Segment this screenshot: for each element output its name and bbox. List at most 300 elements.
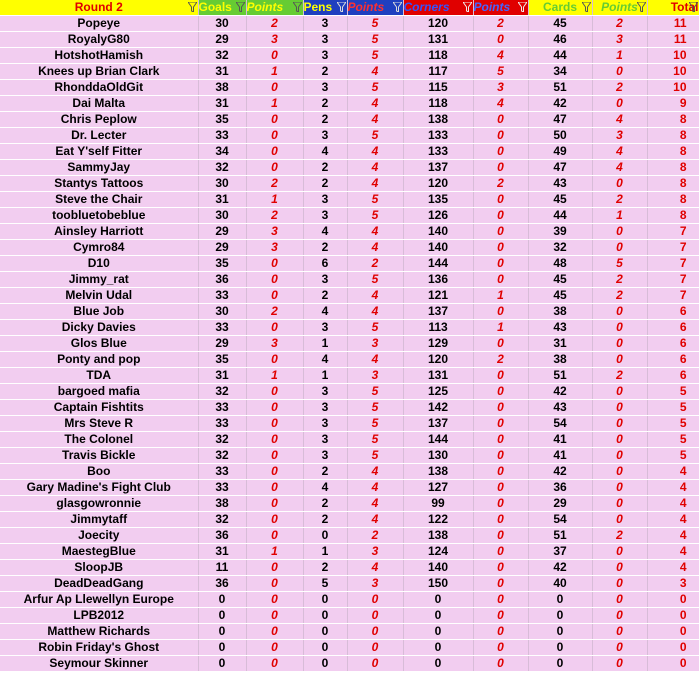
pens-cell[interactable]: 2 [303, 96, 347, 112]
pens-cell[interactable]: 2 [303, 176, 347, 192]
cards-cell[interactable]: 51 [528, 368, 592, 384]
corners-cell[interactable]: 131 [403, 32, 473, 48]
pen-points-cell[interactable]: 0 [347, 592, 403, 608]
cards-cell[interactable]: 32 [528, 240, 592, 256]
goal-points-cell[interactable]: 2 [246, 176, 303, 192]
cards-cell[interactable]: 0 [528, 640, 592, 656]
goals-cell[interactable]: 0 [198, 656, 246, 672]
corners-cell[interactable]: 137 [403, 416, 473, 432]
total-cell[interactable]: 0 [647, 608, 699, 624]
corner-points-cell[interactable]: 0 [473, 448, 528, 464]
corner-points-cell[interactable]: 0 [473, 640, 528, 656]
card-points-cell[interactable]: 0 [592, 592, 647, 608]
pen-points-cell[interactable]: 4 [347, 112, 403, 128]
corners-cell[interactable]: 129 [403, 336, 473, 352]
pen-points-cell[interactable]: 4 [347, 512, 403, 528]
corners-cell[interactable]: 140 [403, 224, 473, 240]
filter-dropdown-icon[interactable] [236, 2, 245, 12]
card-points-cell[interactable]: 0 [592, 464, 647, 480]
cards-cell[interactable]: 54 [528, 416, 592, 432]
goal-points-cell[interactable]: 3 [246, 32, 303, 48]
goal-points-cell[interactable]: 3 [246, 240, 303, 256]
card-points-cell[interactable]: 2 [592, 528, 647, 544]
pen-points-cell[interactable]: 5 [347, 416, 403, 432]
goal-points-cell[interactable]: 0 [246, 512, 303, 528]
pen-points-cell[interactable]: 4 [347, 160, 403, 176]
pens-cell[interactable]: 5 [303, 576, 347, 592]
card-points-cell[interactable]: 2 [592, 272, 647, 288]
corner-points-cell[interactable]: 0 [473, 384, 528, 400]
card-points-cell[interactable]: 0 [592, 96, 647, 112]
pen-points-cell[interactable]: 4 [347, 496, 403, 512]
pen-points-cell[interactable]: 5 [347, 384, 403, 400]
pen-points-cell[interactable]: 2 [347, 528, 403, 544]
goal-points-cell[interactable]: 2 [246, 208, 303, 224]
goal-points-cell[interactable]: 0 [246, 384, 303, 400]
pens-cell[interactable]: 2 [303, 160, 347, 176]
corners-cell[interactable]: 124 [403, 544, 473, 560]
pen-points-cell[interactable]: 5 [347, 320, 403, 336]
pens-cell[interactable]: 2 [303, 288, 347, 304]
corners-cell[interactable]: 126 [403, 208, 473, 224]
total-cell[interactable]: 8 [647, 112, 699, 128]
corners-cell[interactable]: 140 [403, 560, 473, 576]
team-name-cell[interactable]: Matthew Richards [0, 624, 198, 640]
goals-cell[interactable]: 29 [198, 336, 246, 352]
corners-cell[interactable]: 115 [403, 80, 473, 96]
goals-cell[interactable]: 32 [198, 448, 246, 464]
pen-points-cell[interactable]: 5 [347, 432, 403, 448]
team-name-cell[interactable]: Stantys Tattoos [0, 176, 198, 192]
team-name-cell[interactable]: DeadDeadGang [0, 576, 198, 592]
card-points-cell[interactable]: 5 [592, 256, 647, 272]
corners-cell[interactable]: 135 [403, 192, 473, 208]
team-name-cell[interactable]: SloopJB [0, 560, 198, 576]
total-cell[interactable]: 4 [647, 560, 699, 576]
corners-cell[interactable]: 118 [403, 48, 473, 64]
pens-cell[interactable]: 3 [303, 400, 347, 416]
card-points-cell[interactable]: 0 [592, 416, 647, 432]
corner-points-cell[interactable]: 0 [473, 272, 528, 288]
team-name-cell[interactable]: TDA [0, 368, 198, 384]
total-cell[interactable]: 4 [647, 480, 699, 496]
team-name-cell[interactable]: Steve the Chair [0, 192, 198, 208]
card-points-cell[interactable]: 0 [592, 544, 647, 560]
cards-cell[interactable]: 42 [528, 384, 592, 400]
header-round[interactable] [0, 0, 198, 16]
cards-cell[interactable]: 46 [528, 32, 592, 48]
pens-cell[interactable]: 3 [303, 416, 347, 432]
total-cell[interactable]: 8 [647, 128, 699, 144]
corner-points-cell[interactable]: 0 [473, 528, 528, 544]
team-name-cell[interactable]: Travis Bickle [0, 448, 198, 464]
goal-points-cell[interactable]: 0 [246, 144, 303, 160]
pen-points-cell[interactable]: 5 [347, 128, 403, 144]
corners-cell[interactable]: 120 [403, 176, 473, 192]
corners-cell[interactable]: 144 [403, 432, 473, 448]
corners-cell[interactable]: 121 [403, 288, 473, 304]
corner-points-cell[interactable]: 0 [473, 128, 528, 144]
goal-points-cell[interactable]: 0 [246, 288, 303, 304]
team-name-cell[interactable]: Jimmy_rat [0, 272, 198, 288]
card-points-cell[interactable]: 0 [592, 176, 647, 192]
team-name-cell[interactable]: Knees up Brian Clark [0, 64, 198, 80]
team-name-cell[interactable]: MaestegBlue [0, 544, 198, 560]
card-points-cell[interactable]: 2 [592, 16, 647, 32]
cards-cell[interactable]: 51 [528, 528, 592, 544]
card-points-cell[interactable]: 0 [592, 560, 647, 576]
total-cell[interactable]: 10 [647, 80, 699, 96]
goal-points-cell[interactable]: 3 [246, 336, 303, 352]
corners-cell[interactable]: 150 [403, 576, 473, 592]
total-cell[interactable]: 7 [647, 288, 699, 304]
cards-cell[interactable]: 54 [528, 512, 592, 528]
total-cell[interactable]: 9 [647, 96, 699, 112]
pens-cell[interactable]: 3 [303, 192, 347, 208]
goals-cell[interactable]: 36 [198, 272, 246, 288]
cards-cell[interactable]: 50 [528, 128, 592, 144]
pen-points-cell[interactable]: 3 [347, 368, 403, 384]
team-name-cell[interactable]: Jimmytaff [0, 512, 198, 528]
goal-points-cell[interactable]: 0 [246, 128, 303, 144]
corner-points-cell[interactable]: 1 [473, 288, 528, 304]
cards-cell[interactable]: 0 [528, 608, 592, 624]
pen-points-cell[interactable]: 4 [347, 464, 403, 480]
goal-points-cell[interactable]: 0 [246, 400, 303, 416]
pen-points-cell[interactable]: 5 [347, 32, 403, 48]
goals-cell[interactable]: 33 [198, 480, 246, 496]
pens-cell[interactable]: 2 [303, 512, 347, 528]
team-name-cell[interactable]: Dr. Lecter [0, 128, 198, 144]
team-name-cell[interactable]: Robin Friday's Ghost [0, 640, 198, 656]
cards-cell[interactable]: 0 [528, 592, 592, 608]
pens-cell[interactable]: 3 [303, 272, 347, 288]
goals-cell[interactable]: 30 [198, 16, 246, 32]
goals-cell[interactable]: 33 [198, 400, 246, 416]
pen-points-cell[interactable]: 0 [347, 624, 403, 640]
total-cell[interactable]: 7 [647, 240, 699, 256]
goal-points-cell[interactable]: 0 [246, 528, 303, 544]
total-cell[interactable]: 4 [647, 464, 699, 480]
cards-cell[interactable]: 45 [528, 272, 592, 288]
corner-points-cell[interactable]: 0 [473, 624, 528, 640]
corners-cell[interactable]: 99 [403, 496, 473, 512]
pens-cell[interactable]: 3 [303, 320, 347, 336]
team-name-cell[interactable]: HotshotHamish [0, 48, 198, 64]
corners-cell[interactable]: 130 [403, 448, 473, 464]
card-points-cell[interactable]: 0 [592, 608, 647, 624]
corners-cell[interactable]: 142 [403, 400, 473, 416]
cards-cell[interactable]: 48 [528, 256, 592, 272]
pen-points-cell[interactable]: 5 [347, 272, 403, 288]
filter-dropdown-icon[interactable] [637, 2, 646, 12]
card-points-cell[interactable]: 0 [592, 336, 647, 352]
goal-points-cell[interactable]: 0 [246, 272, 303, 288]
team-name-cell[interactable]: Dicky Davies [0, 320, 198, 336]
pen-points-cell[interactable]: 4 [347, 352, 403, 368]
goal-points-cell[interactable]: 0 [246, 656, 303, 672]
card-points-cell[interactable]: 4 [592, 112, 647, 128]
pen-points-cell[interactable]: 3 [347, 544, 403, 560]
pen-points-cell[interactable]: 3 [347, 336, 403, 352]
card-points-cell[interactable]: 0 [592, 320, 647, 336]
cards-cell[interactable]: 41 [528, 448, 592, 464]
cards-cell[interactable]: 43 [528, 320, 592, 336]
goals-cell[interactable]: 29 [198, 32, 246, 48]
corners-cell[interactable]: 127 [403, 480, 473, 496]
goal-points-cell[interactable]: 3 [246, 224, 303, 240]
goals-cell[interactable]: 30 [198, 176, 246, 192]
total-cell[interactable]: 0 [647, 624, 699, 640]
cards-cell[interactable]: 42 [528, 560, 592, 576]
total-cell[interactable]: 6 [647, 352, 699, 368]
total-cell[interactable]: 5 [647, 432, 699, 448]
corners-cell[interactable]: 131 [403, 368, 473, 384]
goals-cell[interactable]: 34 [198, 144, 246, 160]
card-points-cell[interactable]: 0 [592, 240, 647, 256]
team-name-cell[interactable]: Cymro84 [0, 240, 198, 256]
total-cell[interactable]: 8 [647, 160, 699, 176]
total-cell[interactable]: 10 [647, 48, 699, 64]
goals-cell[interactable]: 33 [198, 288, 246, 304]
card-points-cell[interactable]: 4 [592, 144, 647, 160]
goals-cell[interactable]: 30 [198, 304, 246, 320]
header-total[interactable] [647, 0, 699, 16]
corners-cell[interactable]: 138 [403, 112, 473, 128]
goals-cell[interactable]: 38 [198, 496, 246, 512]
team-name-cell[interactable]: Joecity [0, 528, 198, 544]
card-points-cell[interactable]: 0 [592, 432, 647, 448]
corner-points-cell[interactable]: 0 [473, 544, 528, 560]
goals-cell[interactable]: 32 [198, 384, 246, 400]
corners-cell[interactable]: 136 [403, 272, 473, 288]
team-name-cell[interactable]: The Colonel [0, 432, 198, 448]
goal-points-cell[interactable]: 0 [246, 640, 303, 656]
corner-points-cell[interactable]: 0 [473, 480, 528, 496]
team-name-cell[interactable]: Chris Peplow [0, 112, 198, 128]
goals-cell[interactable]: 35 [198, 256, 246, 272]
pens-cell[interactable]: 0 [303, 640, 347, 656]
filter-dropdown-icon[interactable] [689, 2, 698, 12]
pen-points-cell[interactable]: 5 [347, 16, 403, 32]
cards-cell[interactable]: 51 [528, 80, 592, 96]
pen-points-cell[interactable]: 5 [347, 400, 403, 416]
total-cell[interactable]: 3 [647, 576, 699, 592]
team-name-cell[interactable]: SammyJay [0, 160, 198, 176]
cards-cell[interactable]: 38 [528, 352, 592, 368]
goals-cell[interactable]: 29 [198, 240, 246, 256]
goal-points-cell[interactable]: 0 [246, 560, 303, 576]
card-points-cell[interactable]: 0 [592, 656, 647, 672]
goal-points-cell[interactable]: 1 [246, 96, 303, 112]
cards-cell[interactable]: 41 [528, 432, 592, 448]
cards-cell[interactable]: 47 [528, 160, 592, 176]
goals-cell[interactable]: 36 [198, 576, 246, 592]
goal-points-cell[interactable]: 0 [246, 112, 303, 128]
goal-points-cell[interactable]: 1 [246, 368, 303, 384]
corner-points-cell[interactable]: 0 [473, 464, 528, 480]
cards-cell[interactable]: 31 [528, 336, 592, 352]
pens-cell[interactable]: 4 [303, 144, 347, 160]
pens-cell[interactable]: 3 [303, 48, 347, 64]
pen-points-cell[interactable]: 4 [347, 480, 403, 496]
corner-points-cell[interactable]: 0 [473, 256, 528, 272]
corner-points-cell[interactable]: 3 [473, 80, 528, 96]
total-cell[interactable]: 7 [647, 256, 699, 272]
total-cell[interactable]: 6 [647, 304, 699, 320]
header-pen-points[interactable] [347, 0, 403, 16]
goals-cell[interactable]: 31 [198, 368, 246, 384]
cards-cell[interactable]: 45 [528, 192, 592, 208]
filter-dropdown-icon[interactable] [188, 2, 197, 12]
corner-points-cell[interactable]: 0 [473, 160, 528, 176]
team-name-cell[interactable]: Gary Madine's Fight Club [0, 480, 198, 496]
corner-points-cell[interactable]: 2 [473, 16, 528, 32]
card-points-cell[interactable]: 0 [592, 624, 647, 640]
team-name-cell[interactable]: RoyalyG80 [0, 32, 198, 48]
pens-cell[interactable]: 3 [303, 32, 347, 48]
pens-cell[interactable]: 2 [303, 112, 347, 128]
pens-cell[interactable]: 6 [303, 256, 347, 272]
total-cell[interactable]: 5 [647, 384, 699, 400]
corners-cell[interactable]: 144 [403, 256, 473, 272]
total-cell[interactable]: 0 [647, 656, 699, 672]
team-name-cell[interactable]: LPB2012 [0, 608, 198, 624]
total-cell[interactable]: 8 [647, 208, 699, 224]
card-points-cell[interactable]: 1 [592, 208, 647, 224]
team-name-cell[interactable]: Eat Y'self Fitter [0, 144, 198, 160]
corners-cell[interactable]: 125 [403, 384, 473, 400]
corners-cell[interactable]: 118 [403, 96, 473, 112]
corner-points-cell[interactable]: 1 [473, 320, 528, 336]
cards-cell[interactable]: 34 [528, 64, 592, 80]
pen-points-cell[interactable]: 4 [347, 176, 403, 192]
corner-points-cell[interactable]: 0 [473, 560, 528, 576]
corners-cell[interactable]: 113 [403, 320, 473, 336]
total-cell[interactable]: 4 [647, 512, 699, 528]
corners-cell[interactable]: 137 [403, 304, 473, 320]
filter-dropdown-icon[interactable] [518, 2, 527, 12]
corners-cell[interactable]: 122 [403, 512, 473, 528]
corner-points-cell[interactable]: 0 [473, 512, 528, 528]
goal-points-cell[interactable]: 1 [246, 64, 303, 80]
cards-cell[interactable]: 0 [528, 624, 592, 640]
card-points-cell[interactable]: 0 [592, 576, 647, 592]
corner-points-cell[interactable]: 0 [473, 416, 528, 432]
corner-points-cell[interactable]: 5 [473, 64, 528, 80]
cards-cell[interactable]: 45 [528, 16, 592, 32]
pens-cell[interactable]: 2 [303, 496, 347, 512]
goals-cell[interactable]: 0 [198, 640, 246, 656]
goal-points-cell[interactable]: 0 [246, 496, 303, 512]
corners-cell[interactable]: 133 [403, 144, 473, 160]
goals-cell[interactable]: 36 [198, 528, 246, 544]
filter-dropdown-icon[interactable] [582, 2, 591, 12]
corners-cell[interactable]: 138 [403, 528, 473, 544]
goals-cell[interactable]: 30 [198, 208, 246, 224]
cards-cell[interactable]: 44 [528, 208, 592, 224]
corners-cell[interactable]: 0 [403, 624, 473, 640]
goals-cell[interactable]: 38 [198, 80, 246, 96]
corner-points-cell[interactable]: 0 [473, 656, 528, 672]
goal-points-cell[interactable]: 0 [246, 160, 303, 176]
total-cell[interactable]: 11 [647, 32, 699, 48]
goals-cell[interactable]: 0 [198, 608, 246, 624]
cards-cell[interactable]: 0 [528, 656, 592, 672]
total-cell[interactable]: 10 [647, 64, 699, 80]
cards-cell[interactable]: 42 [528, 96, 592, 112]
corners-cell[interactable]: 137 [403, 160, 473, 176]
pen-points-cell[interactable]: 0 [347, 656, 403, 672]
pen-points-cell[interactable]: 4 [347, 144, 403, 160]
goal-points-cell[interactable]: 0 [246, 352, 303, 368]
corners-cell[interactable]: 120 [403, 352, 473, 368]
header-corners[interactable] [403, 0, 473, 16]
pen-points-cell[interactable]: 5 [347, 48, 403, 64]
pens-cell[interactable]: 3 [303, 208, 347, 224]
pens-cell[interactable]: 2 [303, 464, 347, 480]
total-cell[interactable]: 8 [647, 192, 699, 208]
corners-cell[interactable]: 133 [403, 128, 473, 144]
team-name-cell[interactable]: Blue Job [0, 304, 198, 320]
cards-cell[interactable]: 44 [528, 48, 592, 64]
team-name-cell[interactable]: toobluetobeblue [0, 208, 198, 224]
total-cell[interactable]: 4 [647, 544, 699, 560]
goal-points-cell[interactable]: 2 [246, 16, 303, 32]
pens-cell[interactable]: 3 [303, 432, 347, 448]
total-cell[interactable]: 4 [647, 496, 699, 512]
team-name-cell[interactable]: Dai Malta [0, 96, 198, 112]
cards-cell[interactable]: 47 [528, 112, 592, 128]
pens-cell[interactable]: 4 [303, 224, 347, 240]
total-cell[interactable]: 6 [647, 336, 699, 352]
pen-points-cell[interactable]: 0 [347, 608, 403, 624]
corner-points-cell[interactable]: 2 [473, 176, 528, 192]
corners-cell[interactable]: 120 [403, 16, 473, 32]
goals-cell[interactable]: 35 [198, 112, 246, 128]
pen-points-cell[interactable]: 4 [347, 560, 403, 576]
header-goals[interactable] [198, 0, 246, 16]
corners-cell[interactable]: 0 [403, 608, 473, 624]
filter-dropdown-icon[interactable] [293, 2, 302, 12]
card-points-cell[interactable]: 1 [592, 48, 647, 64]
corner-points-cell[interactable]: 0 [473, 432, 528, 448]
header-pens[interactable] [303, 0, 347, 16]
goals-cell[interactable]: 31 [198, 544, 246, 560]
team-name-cell[interactable]: Captain Fishtits [0, 400, 198, 416]
card-points-cell[interactable]: 0 [592, 496, 647, 512]
goal-points-cell[interactable]: 1 [246, 544, 303, 560]
goals-cell[interactable]: 32 [198, 432, 246, 448]
team-name-cell[interactable]: bargoed mafia [0, 384, 198, 400]
filter-dropdown-icon[interactable] [463, 2, 472, 12]
card-points-cell[interactable]: 3 [592, 32, 647, 48]
goals-cell[interactable]: 0 [198, 624, 246, 640]
goal-points-cell[interactable]: 0 [246, 256, 303, 272]
cards-cell[interactable]: 29 [528, 496, 592, 512]
pens-cell[interactable]: 3 [303, 16, 347, 32]
pens-cell[interactable]: 4 [303, 304, 347, 320]
total-cell[interactable]: 0 [647, 592, 699, 608]
team-name-cell[interactable]: Glos Blue [0, 336, 198, 352]
goal-points-cell[interactable]: 0 [246, 448, 303, 464]
card-points-cell[interactable]: 0 [592, 64, 647, 80]
goal-points-cell[interactable]: 0 [246, 576, 303, 592]
corner-points-cell[interactable]: 0 [473, 208, 528, 224]
goal-points-cell[interactable]: 0 [246, 464, 303, 480]
total-cell[interactable]: 0 [647, 640, 699, 656]
corners-cell[interactable]: 0 [403, 592, 473, 608]
